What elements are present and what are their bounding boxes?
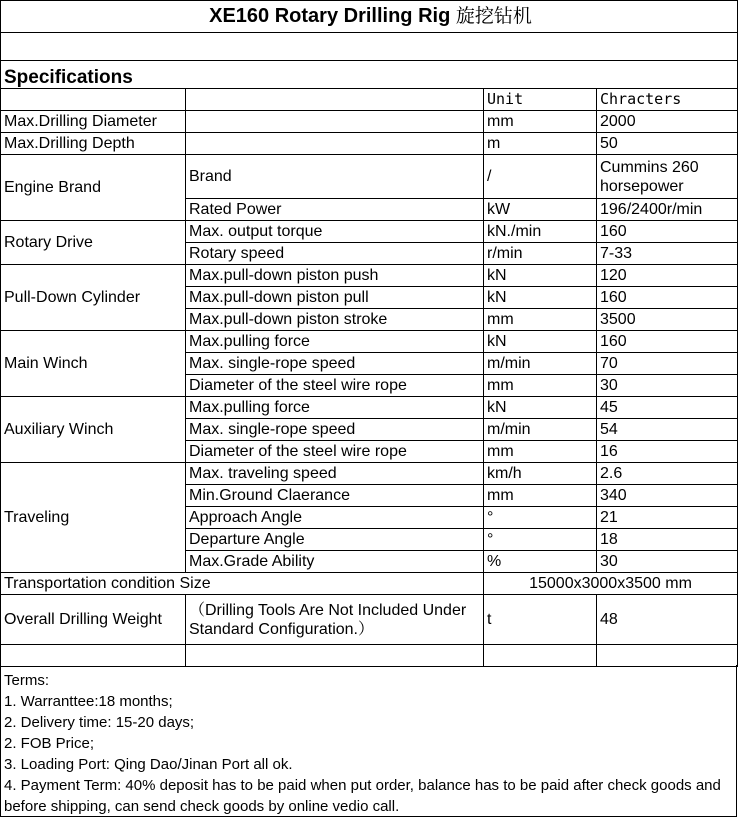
row-sub-label: Min.Ground Claerance — [186, 485, 484, 507]
row-label: Max.Drilling Diameter — [1, 111, 186, 133]
row-value: 30 — [597, 551, 738, 573]
row-unit: mm — [484, 375, 597, 397]
terms-item: 2. FOB Price; — [4, 735, 95, 752]
row-unit: kW — [484, 199, 597, 221]
row-note: （Drilling Tools Are Not Included Under Standard Configuration.） — [186, 595, 484, 645]
row-unit: t — [484, 595, 597, 645]
row-value: 196/2400r/min — [597, 199, 738, 221]
group-label: Pull-Down Cylinder — [1, 265, 186, 331]
row-value: 120 — [597, 265, 738, 287]
row-value: Cummins 260 horsepower — [597, 155, 738, 199]
row-unit: kN./min — [484, 221, 597, 243]
row-sub-label: Max.pull-down piston pull — [186, 287, 484, 309]
blank-cell — [1, 645, 186, 667]
row-value: 2.6 — [597, 463, 738, 485]
row-sub-label: Max.pulling force — [186, 331, 484, 353]
table-row — [1, 221, 738, 243]
row-sub-label: Brand — [186, 155, 484, 199]
row-unit: mm — [484, 441, 597, 463]
row-unit: r/min — [484, 243, 597, 265]
row-unit: m/min — [484, 353, 597, 375]
row-label: Transportation condition Size — [1, 573, 484, 595]
row-unit: ° — [484, 507, 597, 529]
terms-item: 4. Payment Term: 40% deposit has to be paid when put order, balance has to be paid after check goods and before shipping, can send check goods by online vedio call. — [4, 777, 721, 815]
table-row — [1, 155, 738, 199]
row-sub-label: Max.pull-down piston stroke — [186, 309, 484, 331]
row-unit: % — [484, 551, 597, 573]
table-row — [1, 595, 738, 645]
group-label: Rotary Drive — [1, 221, 186, 265]
header-unit: Unit — [484, 89, 597, 111]
row-value: 160 — [597, 331, 738, 353]
table-row — [1, 397, 738, 419]
row-value: 2000 — [597, 111, 738, 133]
row-sub-label: Max. single-rope speed — [186, 419, 484, 441]
row-sub-label: Max.pull-down piston push — [186, 265, 484, 287]
row-value: 15000x3000x3500 mm — [484, 573, 738, 595]
blank-cell — [597, 645, 738, 667]
row-sub-blank — [186, 133, 484, 155]
row-value: 21 — [597, 507, 738, 529]
table-row — [1, 133, 738, 155]
row-sub-label: Rated Power — [186, 199, 484, 221]
table-row — [1, 331, 738, 353]
table-row — [1, 265, 738, 287]
row-value: 30 — [597, 375, 738, 397]
group-label: Traveling — [1, 463, 186, 573]
terms-heading: Terms: — [4, 672, 49, 689]
row-value: 45 — [597, 397, 738, 419]
row-sub-label: Max. single-rope speed — [186, 353, 484, 375]
blank-row — [1, 33, 738, 61]
row-value: 7-33 — [597, 243, 738, 265]
row-value: 16 — [597, 441, 738, 463]
table-row — [1, 111, 738, 133]
blank-row — [1, 645, 738, 667]
row-value: 160 — [597, 287, 738, 309]
row-value: 54 — [597, 419, 738, 441]
row-label: Max.Drilling Depth — [1, 133, 186, 155]
row-value: 70 — [597, 353, 738, 375]
row-value: 18 — [597, 529, 738, 551]
blank-cell — [1, 33, 738, 61]
terms-item: 3. Loading Port: Qing Dao/Jinan Port all ok. — [4, 756, 293, 773]
row-sub-label: Max.Grade Ability — [186, 551, 484, 573]
row-sub-label: Max.pulling force — [186, 397, 484, 419]
row-value: 50 — [597, 133, 738, 155]
page-title — [1, 1, 738, 33]
row-sub-label: Max. traveling speed — [186, 463, 484, 485]
header-characters: Chracters — [597, 89, 738, 111]
header-row — [1, 89, 738, 111]
row-value: 340 — [597, 485, 738, 507]
row-value: 48 — [597, 595, 738, 645]
group-label: Auxiliary Winch — [1, 397, 186, 463]
title-text: XE160 Rotary Drilling Rig — [209, 5, 451, 27]
row-unit: km/h — [484, 463, 597, 485]
row-unit: kN — [484, 397, 597, 419]
section-row — [1, 61, 738, 89]
row-unit: kN — [484, 287, 597, 309]
row-unit: mm — [484, 485, 597, 507]
group-label: Engine Brand — [1, 155, 186, 221]
row-value: 3500 — [597, 309, 738, 331]
header-blank-1 — [1, 89, 186, 111]
row-unit: / — [484, 155, 597, 199]
row-label: Overall Drilling Weight — [1, 595, 186, 645]
table-row — [1, 463, 738, 485]
blank-cell — [484, 645, 597, 667]
table-row — [1, 573, 738, 595]
row-unit: mm — [484, 309, 597, 331]
row-value: 160 — [597, 221, 738, 243]
terms-item: 1. Warranttee:18 months; — [4, 693, 173, 710]
row-sub-label: Approach Angle — [186, 507, 484, 529]
blank-cell — [186, 645, 484, 667]
header-blank-2 — [186, 89, 484, 111]
row-sub-label: Max. output torque — [186, 221, 484, 243]
row-sub-blank — [186, 111, 484, 133]
row-sub-label: Departure Angle — [186, 529, 484, 551]
row-unit: mm — [484, 111, 597, 133]
row-unit: kN — [484, 265, 597, 287]
title-row — [1, 1, 738, 33]
row-unit: ° — [484, 529, 597, 551]
row-unit: m/min — [484, 419, 597, 441]
section-heading: Specifications — [1, 61, 738, 89]
row-sub-label: Rotary speed — [186, 243, 484, 265]
row-unit: kN — [484, 331, 597, 353]
terms-item: 2. Delivery time: 15-20 days; — [4, 714, 195, 731]
row-sub-label: Diameter of the steel wire rope — [186, 375, 484, 397]
title-cn: 旋挖钻机 — [455, 5, 532, 27]
row-sub-label: Diameter of the steel wire rope — [186, 441, 484, 463]
group-label: Main Winch — [1, 331, 186, 397]
terms-block — [0, 665, 737, 817]
row-unit: m — [484, 133, 597, 155]
